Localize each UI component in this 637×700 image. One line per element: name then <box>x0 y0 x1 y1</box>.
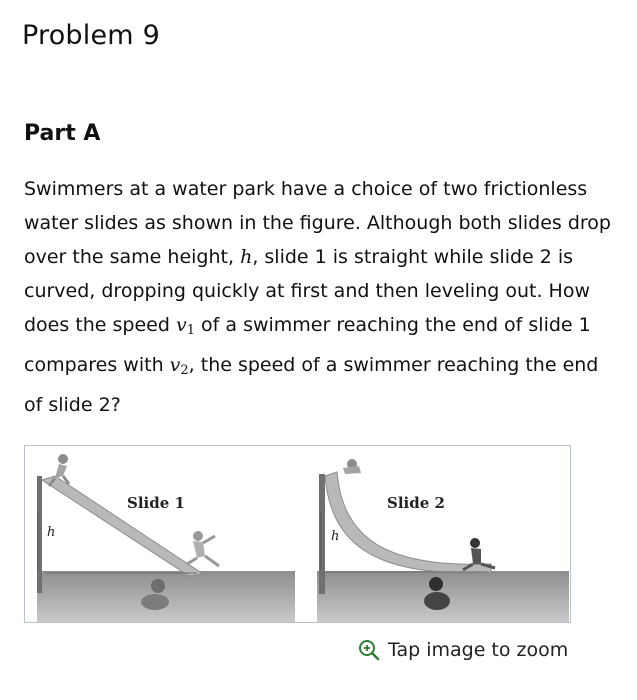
question-text-1: Swimmers at a water park have a choice of two frictionless water slides as shown in the figure. Although both slides drop over the same height, <box>24 178 611 268</box>
swimmer-bottom-1 <box>187 531 219 566</box>
slide-1-panel <box>37 454 295 622</box>
slide-1-ramp <box>42 476 203 576</box>
speed-v1-variable: $v_1$ <box>175 314 195 338</box>
slide-2-curved-ramp <box>325 472 491 573</box>
slide-2-label: Slide 2 <box>387 494 445 512</box>
slide-2-panel <box>317 459 569 622</box>
swimmer-top-2 <box>343 459 361 474</box>
question-text-3: of a swimmer reaching the end of slide 1 compares with <box>24 314 591 376</box>
tap-to-zoom-label: Tap image to zoom <box>388 639 569 661</box>
height-label-2: h <box>331 529 340 544</box>
question-text <box>24 172 620 422</box>
part-title: Part A <box>24 121 101 146</box>
tap-to-zoom[interactable] <box>358 635 568 665</box>
zoom-in-icon <box>358 639 380 661</box>
height-label-1: h <box>47 525 56 540</box>
problem-title: Problem 9 <box>22 20 160 51</box>
pool-water-1 <box>37 571 295 622</box>
height-variable: h <box>240 246 253 268</box>
water-slide-illustration <box>25 446 570 622</box>
speed-v2-variable: $v_2$ <box>169 354 189 378</box>
slide-2-tower <box>319 474 325 594</box>
question-text-4: , the speed of a swimmer reaching the end of slide 2? <box>24 354 599 416</box>
slide-1-label: Slide 1 <box>127 494 185 512</box>
water-slide-figure[interactable] <box>24 445 571 623</box>
question-text-2: , slide 1 is straight while slide 2 is curved, dropping quickly at first and then leveling out. How does the speed <box>24 246 590 336</box>
